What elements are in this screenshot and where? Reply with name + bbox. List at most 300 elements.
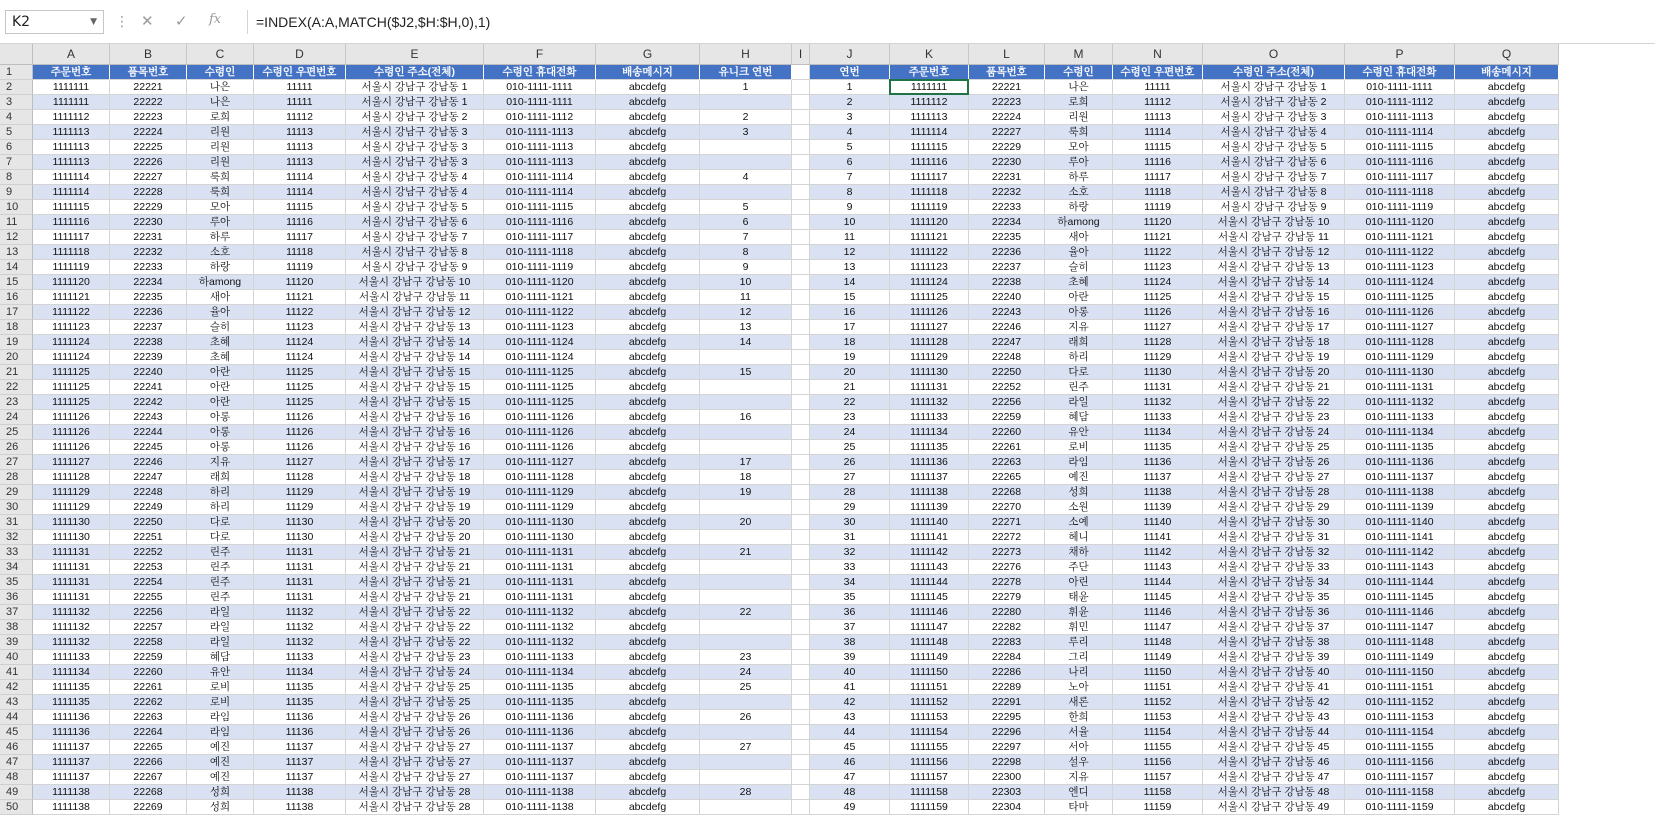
- table-cell[interactable]: 아롱: [187, 425, 254, 440]
- table-cell[interactable]: 22: [810, 395, 890, 410]
- table-cell[interactable]: [700, 140, 792, 155]
- table-cell[interactable]: 예진: [187, 755, 254, 770]
- row-header[interactable]: 34: [0, 560, 33, 575]
- table-cell[interactable]: 010-1111-1152: [1345, 695, 1455, 710]
- table-cell[interactable]: 7: [810, 170, 890, 185]
- table-cell[interactable]: 1111136: [890, 455, 969, 470]
- table-cell[interactable]: 서울시 강남구 강남동 31: [1203, 530, 1345, 545]
- table-cell[interactable]: 22230: [110, 215, 187, 230]
- table-cell[interactable]: 혜담: [1045, 410, 1113, 425]
- table-cell[interactable]: 22253: [110, 560, 187, 575]
- table-cell[interactable]: 루리: [1045, 635, 1113, 650]
- table-cell[interactable]: abcdefg: [1455, 770, 1559, 785]
- table-cell[interactable]: 11143: [1113, 560, 1203, 575]
- table-cell[interactable]: 010-1111-1125: [1345, 290, 1455, 305]
- table-cell[interactable]: 010-1111-1123: [1345, 260, 1455, 275]
- table-cell[interactable]: 서울시 강남구 강남동 2: [346, 110, 484, 125]
- table-cell[interactable]: 로비: [187, 680, 254, 695]
- table-cell[interactable]: 1111131: [33, 560, 110, 575]
- table-cell[interactable]: 22280: [969, 605, 1045, 620]
- table-cell[interactable]: 20: [810, 365, 890, 380]
- table-cell[interactable]: 22233: [969, 200, 1045, 215]
- table-cell[interactable]: 서울시 강남구 강남동 19: [346, 500, 484, 515]
- table-cell[interactable]: 서울시 강남구 강남동 15: [346, 380, 484, 395]
- table-cell[interactable]: 1111124: [33, 335, 110, 350]
- table-cell[interactable]: abcdefg: [596, 380, 700, 395]
- row-header[interactable]: 1: [0, 65, 33, 80]
- table-cell[interactable]: 나은: [187, 80, 254, 95]
- table-cell[interactable]: abcdefg: [1455, 185, 1559, 200]
- table-cell[interactable]: 1111131: [890, 380, 969, 395]
- table-cell[interactable]: 11158: [1113, 785, 1203, 800]
- column-header-l[interactable]: L: [969, 44, 1045, 65]
- table-cell[interactable]: 서울시 강남구 강남동 14: [346, 335, 484, 350]
- table-cell[interactable]: 8: [810, 185, 890, 200]
- table-cell[interactable]: 7: [700, 230, 792, 245]
- table-cell[interactable]: abcdefg: [596, 275, 700, 290]
- cell[interactable]: [792, 275, 810, 290]
- table-cell[interactable]: 서울시 강남구 강남동 7: [346, 230, 484, 245]
- table-cell[interactable]: 서울시 강남구 강남동 21: [346, 590, 484, 605]
- table-cell[interactable]: abcdefg: [1455, 140, 1559, 155]
- table-cell[interactable]: 서울시 강남구 강남동 20: [346, 515, 484, 530]
- table-cell[interactable]: 11125: [254, 365, 346, 380]
- table-cell[interactable]: 서울시 강남구 강남동 34: [1203, 575, 1345, 590]
- table-cell[interactable]: 6: [700, 215, 792, 230]
- table-cell[interactable]: 010-1111-1132: [1345, 395, 1455, 410]
- table-cell[interactable]: 010-1111-1111: [1345, 80, 1455, 95]
- table-cell[interactable]: 11132: [254, 635, 346, 650]
- table-cell[interactable]: 22268: [110, 785, 187, 800]
- table-cell[interactable]: abcdefg: [1455, 605, 1559, 620]
- table-cell[interactable]: 초혜: [1045, 275, 1113, 290]
- table-cell[interactable]: 010-1111-1114: [484, 185, 596, 200]
- table-cell[interactable]: 서울시 강남구 강남동 9: [1203, 200, 1345, 215]
- table-cell[interactable]: 11134: [254, 665, 346, 680]
- table-cell[interactable]: 11131: [1113, 380, 1203, 395]
- table-cell[interactable]: [700, 575, 792, 590]
- table-cell[interactable]: 하리: [187, 485, 254, 500]
- table-cell[interactable]: 22271: [969, 515, 1045, 530]
- table-cell[interactable]: abcdefg: [1455, 425, 1559, 440]
- table-cell[interactable]: 19: [810, 350, 890, 365]
- header-cell[interactable]: 유니크 연번: [700, 65, 792, 80]
- cell[interactable]: [792, 125, 810, 140]
- table-cell[interactable]: 서울시 강남구 강남동 13: [1203, 260, 1345, 275]
- table-cell[interactable]: 11131: [254, 560, 346, 575]
- table-cell[interactable]: 서울시 강남구 강남동 28: [346, 785, 484, 800]
- cell[interactable]: [792, 80, 810, 95]
- table-cell[interactable]: 22241: [110, 380, 187, 395]
- row-header[interactable]: 24: [0, 410, 33, 425]
- table-cell[interactable]: 22278: [969, 575, 1045, 590]
- table-cell[interactable]: 11144: [1113, 575, 1203, 590]
- table-cell[interactable]: 1111118: [33, 245, 110, 260]
- table-cell[interactable]: 45: [810, 740, 890, 755]
- table-cell[interactable]: 11129: [1113, 350, 1203, 365]
- table-cell[interactable]: 성희: [187, 800, 254, 815]
- table-cell[interactable]: 1111126: [33, 425, 110, 440]
- table-cell[interactable]: 010-1111-1133: [1345, 410, 1455, 425]
- table-cell[interactable]: 22238: [969, 275, 1045, 290]
- table-cell[interactable]: 서울시 강남구 강남동 13: [346, 320, 484, 335]
- table-cell[interactable]: 라일: [1045, 395, 1113, 410]
- table-cell[interactable]: abcdefg: [596, 290, 700, 305]
- table-cell[interactable]: abcdefg: [1455, 440, 1559, 455]
- header-cell[interactable]: 주문번호: [33, 65, 110, 80]
- table-cell[interactable]: 010-1111-1131: [484, 590, 596, 605]
- table-cell[interactable]: 1111132: [890, 395, 969, 410]
- header-cell[interactable]: 수령인 주소(전체): [346, 65, 484, 80]
- table-cell[interactable]: 1111152: [890, 695, 969, 710]
- table-cell[interactable]: [700, 620, 792, 635]
- table-cell[interactable]: 11159: [1113, 800, 1203, 815]
- table-cell[interactable]: 43: [810, 710, 890, 725]
- row-header[interactable]: 11: [0, 215, 33, 230]
- table-cell[interactable]: 11121: [254, 290, 346, 305]
- table-cell[interactable]: 21: [700, 545, 792, 560]
- table-cell[interactable]: 010-1111-1125: [484, 365, 596, 380]
- table-cell[interactable]: 라임: [187, 725, 254, 740]
- table-cell[interactable]: 010-1111-1113: [484, 125, 596, 140]
- cell[interactable]: [792, 95, 810, 110]
- cell[interactable]: [792, 395, 810, 410]
- table-cell[interactable]: 11137: [1113, 470, 1203, 485]
- table-cell[interactable]: 서울시 강남구 강남동 39: [1203, 650, 1345, 665]
- table-cell[interactable]: 1111132: [33, 605, 110, 620]
- table-cell[interactable]: 11156: [1113, 755, 1203, 770]
- table-cell[interactable]: 37: [810, 620, 890, 635]
- table-cell[interactable]: 서울시 강남구 강남동 16: [346, 425, 484, 440]
- table-cell[interactable]: abcdefg: [1455, 680, 1559, 695]
- table-cell[interactable]: 다로: [1045, 365, 1113, 380]
- table-cell[interactable]: abcdefg: [596, 395, 700, 410]
- table-cell[interactable]: abcdefg: [596, 215, 700, 230]
- table-cell[interactable]: 휘민: [1045, 620, 1113, 635]
- table-cell[interactable]: 11113: [1113, 110, 1203, 125]
- table-cell[interactable]: 나리: [1045, 665, 1113, 680]
- table-cell[interactable]: 11127: [254, 455, 346, 470]
- column-header-h[interactable]: H: [700, 44, 792, 65]
- header-cell[interactable]: 수령인: [1045, 65, 1113, 80]
- table-cell[interactable]: 22250: [969, 365, 1045, 380]
- table-cell[interactable]: 22303: [969, 785, 1045, 800]
- table-cell[interactable]: 서울시 강남구 강남동 5: [346, 200, 484, 215]
- table-cell[interactable]: 린주: [187, 575, 254, 590]
- table-cell[interactable]: 1111150: [890, 665, 969, 680]
- more-options-icon[interactable]: ⋮: [115, 14, 129, 30]
- table-cell[interactable]: 010-1111-1157: [1345, 770, 1455, 785]
- table-cell[interactable]: 010-1111-1126: [484, 440, 596, 455]
- table-cell[interactable]: 11133: [254, 650, 346, 665]
- table-cell[interactable]: 010-1111-1115: [1345, 140, 1455, 155]
- table-cell[interactable]: 11119: [254, 260, 346, 275]
- table-cell[interactable]: 010-1111-1155: [1345, 740, 1455, 755]
- table-cell[interactable]: 예진: [187, 770, 254, 785]
- table-cell[interactable]: 11116: [254, 215, 346, 230]
- table-cell[interactable]: 1: [700, 80, 792, 95]
- table-cell[interactable]: 12: [700, 305, 792, 320]
- table-cell[interactable]: 22248: [110, 485, 187, 500]
- table-cell[interactable]: 22247: [110, 470, 187, 485]
- row-header[interactable]: 30: [0, 500, 33, 515]
- header-cell[interactable]: 수령인: [187, 65, 254, 80]
- table-cell[interactable]: 서울시 강남구 강남동 10: [346, 275, 484, 290]
- row-header[interactable]: 33: [0, 545, 33, 560]
- row-header[interactable]: 36: [0, 590, 33, 605]
- table-cell[interactable]: 서울시 강남구 강남동 25: [1203, 440, 1345, 455]
- table-cell[interactable]: 11127: [1113, 320, 1203, 335]
- cell[interactable]: [792, 650, 810, 665]
- table-cell[interactable]: 22265: [969, 470, 1045, 485]
- table-cell[interactable]: 예진: [1045, 470, 1113, 485]
- header-cell[interactable]: 품목번호: [969, 65, 1045, 80]
- table-cell[interactable]: abcdefg: [1455, 635, 1559, 650]
- table-cell[interactable]: 22298: [969, 755, 1045, 770]
- cell[interactable]: [792, 725, 810, 740]
- table-cell[interactable]: 010-1111-1135: [484, 695, 596, 710]
- table-cell[interactable]: 11112: [254, 110, 346, 125]
- cell[interactable]: [792, 500, 810, 515]
- table-cell[interactable]: abcdefg: [1455, 245, 1559, 260]
- cell[interactable]: [792, 230, 810, 245]
- table-cell[interactable]: 22236: [110, 305, 187, 320]
- table-cell[interactable]: 라일: [187, 620, 254, 635]
- table-cell[interactable]: [700, 425, 792, 440]
- table-cell[interactable]: 11113: [254, 125, 346, 140]
- table-cell[interactable]: 1111136: [33, 710, 110, 725]
- table-cell[interactable]: 1111140: [890, 515, 969, 530]
- table-cell[interactable]: 22249: [110, 500, 187, 515]
- table-cell[interactable]: 1111151: [890, 680, 969, 695]
- table-cell[interactable]: 11131: [254, 545, 346, 560]
- table-cell[interactable]: 1111113: [33, 140, 110, 155]
- table-cell[interactable]: 010-1111-1122: [484, 305, 596, 320]
- table-cell[interactable]: 1111147: [890, 620, 969, 635]
- table-cell[interactable]: 서울시 강남구 강남동 11: [346, 290, 484, 305]
- header-cell[interactable]: 수령인 우편번호: [254, 65, 346, 80]
- table-cell[interactable]: 22297: [969, 740, 1045, 755]
- row-header[interactable]: 21: [0, 365, 33, 380]
- table-cell[interactable]: 1111122: [33, 305, 110, 320]
- table-cell[interactable]: abcdefg: [1455, 260, 1559, 275]
- table-cell[interactable]: 11141: [1113, 530, 1203, 545]
- table-cell[interactable]: 룩희: [187, 170, 254, 185]
- table-cell[interactable]: 1111125: [33, 395, 110, 410]
- table-cell[interactable]: 010-1111-1143: [1345, 560, 1455, 575]
- table-cell[interactable]: abcdefg: [1455, 365, 1559, 380]
- table-cell[interactable]: 41: [810, 680, 890, 695]
- table-cell[interactable]: 11135: [254, 680, 346, 695]
- table-cell[interactable]: 슬히: [1045, 260, 1113, 275]
- table-cell[interactable]: abcdefg: [596, 410, 700, 425]
- table-cell[interactable]: abcdefg: [1455, 410, 1559, 425]
- table-cell[interactable]: 010-1111-1137: [1345, 470, 1455, 485]
- table-cell[interactable]: 010-1111-1136: [484, 725, 596, 740]
- table-cell[interactable]: 서울시 강남구 강남동 6: [346, 215, 484, 230]
- table-cell[interactable]: 성희: [1045, 485, 1113, 500]
- table-cell[interactable]: 22230: [969, 155, 1045, 170]
- table-cell[interactable]: 11138: [254, 800, 346, 815]
- table-cell[interactable]: [700, 635, 792, 650]
- table-cell[interactable]: 서울시 강남구 강남동 24: [1203, 425, 1345, 440]
- cell[interactable]: [792, 545, 810, 560]
- table-cell[interactable]: 5: [810, 140, 890, 155]
- table-cell[interactable]: [700, 380, 792, 395]
- table-cell[interactable]: 태윤: [1045, 590, 1113, 605]
- table-cell[interactable]: abcdefg: [596, 770, 700, 785]
- table-cell[interactable]: 1111124: [890, 275, 969, 290]
- insert-function-icon[interactable]: fx: [209, 12, 222, 27]
- table-cell[interactable]: abcdefg: [1455, 290, 1559, 305]
- table-cell[interactable]: 17: [810, 320, 890, 335]
- table-cell[interactable]: 22227: [969, 125, 1045, 140]
- table-cell[interactable]: abcdefg: [596, 260, 700, 275]
- table-cell[interactable]: 11120: [254, 275, 346, 290]
- table-cell[interactable]: 010-1111-1156: [1345, 755, 1455, 770]
- table-cell[interactable]: 11113: [254, 155, 346, 170]
- table-cell[interactable]: 22242: [110, 395, 187, 410]
- table-cell[interactable]: 11134: [1113, 425, 1203, 440]
- table-cell[interactable]: 슬히: [187, 320, 254, 335]
- row-header[interactable]: 14: [0, 260, 33, 275]
- table-cell[interactable]: 채하: [1045, 545, 1113, 560]
- table-cell[interactable]: 11150: [1113, 665, 1203, 680]
- row-header[interactable]: 42: [0, 680, 33, 695]
- row-header[interactable]: 22: [0, 380, 33, 395]
- table-cell[interactable]: 22256: [110, 605, 187, 620]
- table-cell[interactable]: 서울시 강남구 강남동 16: [346, 410, 484, 425]
- table-cell[interactable]: 11115: [1113, 140, 1203, 155]
- cell[interactable]: [792, 245, 810, 260]
- table-cell[interactable]: 9: [700, 260, 792, 275]
- table-cell[interactable]: 22272: [969, 530, 1045, 545]
- table-cell[interactable]: 11157: [1113, 770, 1203, 785]
- table-cell[interactable]: 11152: [1113, 695, 1203, 710]
- cell[interactable]: [792, 170, 810, 185]
- table-cell[interactable]: 서울시 강남구 강남동 7: [1203, 170, 1345, 185]
- table-cell[interactable]: 010-1111-1125: [484, 380, 596, 395]
- table-cell[interactable]: 010-1111-1112: [1345, 95, 1455, 110]
- table-cell[interactable]: 서울시 강남구 강남동 18: [1203, 335, 1345, 350]
- table-cell[interactable]: 010-1111-1124: [1345, 275, 1455, 290]
- table-cell[interactable]: 1111157: [890, 770, 969, 785]
- table-cell[interactable]: 1111113: [890, 110, 969, 125]
- table-cell[interactable]: 서울시 강남구 강남동 1: [346, 95, 484, 110]
- table-cell[interactable]: 010-1111-1117: [1345, 170, 1455, 185]
- row-header[interactable]: 25: [0, 425, 33, 440]
- row-header[interactable]: 27: [0, 455, 33, 470]
- table-cell[interactable]: 혜담: [187, 650, 254, 665]
- table-cell[interactable]: 4: [810, 125, 890, 140]
- table-cell[interactable]: 서울시 강남구 강남동 27: [1203, 470, 1345, 485]
- table-cell[interactable]: 아란: [187, 365, 254, 380]
- table-cell[interactable]: 22259: [969, 410, 1045, 425]
- table-cell[interactable]: 010-1111-1130: [1345, 365, 1455, 380]
- cell[interactable]: [792, 65, 810, 80]
- table-cell[interactable]: 22236: [969, 245, 1045, 260]
- table-cell[interactable]: 27: [700, 740, 792, 755]
- table-cell[interactable]: 010-1111-1119: [484, 260, 596, 275]
- table-cell[interactable]: 1111141: [890, 530, 969, 545]
- table-cell[interactable]: 1111134: [890, 425, 969, 440]
- table-cell[interactable]: 새아: [187, 290, 254, 305]
- table-cell[interactable]: 새론: [1045, 695, 1113, 710]
- table-cell[interactable]: 22246: [969, 320, 1045, 335]
- table-cell[interactable]: 010-1111-1138: [484, 800, 596, 815]
- column-header-j[interactable]: J: [810, 44, 890, 65]
- table-cell[interactable]: 010-1111-1137: [484, 755, 596, 770]
- table-cell[interactable]: 로희: [187, 110, 254, 125]
- table-cell[interactable]: abcdefg: [596, 785, 700, 800]
- table-cell[interactable]: 33: [810, 560, 890, 575]
- table-cell[interactable]: 11122: [254, 305, 346, 320]
- table-cell[interactable]: 1111132: [33, 620, 110, 635]
- table-cell[interactable]: 22261: [110, 680, 187, 695]
- table-cell[interactable]: abcdefg: [1455, 665, 1559, 680]
- table-cell[interactable]: abcdefg: [1455, 695, 1559, 710]
- table-cell[interactable]: 010-1111-1135: [1345, 440, 1455, 455]
- table-cell[interactable]: 1111113: [33, 155, 110, 170]
- row-header[interactable]: 17: [0, 305, 33, 320]
- table-cell[interactable]: 설우: [1045, 755, 1113, 770]
- table-cell[interactable]: 하리: [187, 500, 254, 515]
- column-header-c[interactable]: C: [187, 44, 254, 65]
- enter-icon[interactable]: ✓: [175, 12, 188, 30]
- table-cell[interactable]: abcdefg: [596, 575, 700, 590]
- table-cell[interactable]: 1111156: [890, 755, 969, 770]
- table-cell[interactable]: 22286: [969, 665, 1045, 680]
- table-cell[interactable]: 11117: [254, 230, 346, 245]
- table-cell[interactable]: 지유: [187, 455, 254, 470]
- table-cell[interactable]: 1111149: [890, 650, 969, 665]
- table-cell[interactable]: 010-1111-1138: [1345, 485, 1455, 500]
- table-cell[interactable]: 초혜: [187, 335, 254, 350]
- table-cell[interactable]: 13: [810, 260, 890, 275]
- table-cell[interactable]: 서울시 강남구 강남동 27: [346, 755, 484, 770]
- table-cell[interactable]: 11137: [254, 755, 346, 770]
- table-cell[interactable]: 서울시 강남구 강남동 29: [1203, 500, 1345, 515]
- table-cell[interactable]: 서울시 강남구 강남동 46: [1203, 755, 1345, 770]
- table-cell[interactable]: 1111143: [890, 560, 969, 575]
- table-cell[interactable]: 리원: [187, 125, 254, 140]
- table-cell[interactable]: 11111: [254, 80, 346, 95]
- table-cell[interactable]: 1111135: [33, 695, 110, 710]
- table-cell[interactable]: abcdefg: [1455, 500, 1559, 515]
- table-cell[interactable]: 1111146: [890, 605, 969, 620]
- row-header[interactable]: 19: [0, 335, 33, 350]
- table-cell[interactable]: 22226: [110, 155, 187, 170]
- table-cell[interactable]: 010-1111-1122: [1345, 245, 1455, 260]
- table-cell[interactable]: 010-1111-1134: [1345, 425, 1455, 440]
- table-cell[interactable]: 010-1111-1137: [484, 770, 596, 785]
- table-cell[interactable]: 서울시 강남구 강남동 41: [1203, 680, 1345, 695]
- table-cell[interactable]: 22296: [969, 725, 1045, 740]
- table-cell[interactable]: 22295: [969, 710, 1045, 725]
- table-cell[interactable]: 1111131: [33, 575, 110, 590]
- table-cell[interactable]: 서울시 강남구 강남동 23: [346, 650, 484, 665]
- table-cell[interactable]: abcdefg: [1455, 590, 1559, 605]
- table-cell[interactable]: 서울시 강남구 강남동 3: [346, 140, 484, 155]
- table-cell[interactable]: 1111129: [890, 350, 969, 365]
- table-cell[interactable]: 22283: [969, 635, 1045, 650]
- table-cell[interactable]: 서울시 강남구 강남동 5: [1203, 140, 1345, 155]
- table-cell[interactable]: [700, 560, 792, 575]
- table-cell[interactable]: 11130: [254, 530, 346, 545]
- table-cell[interactable]: 22235: [969, 230, 1045, 245]
- table-cell[interactable]: 22279: [969, 590, 1045, 605]
- table-cell[interactable]: 11115: [254, 200, 346, 215]
